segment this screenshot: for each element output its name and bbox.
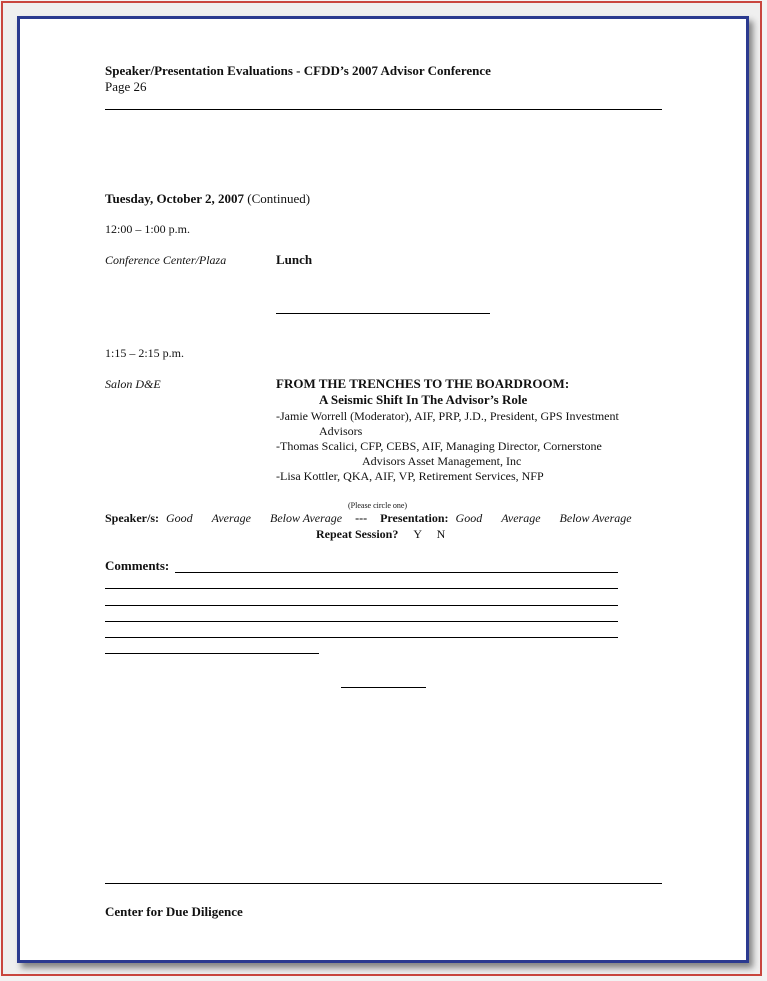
header-title: Speaker/Presentation Evaluations - CFDD’s 2007 Advisor Conference: [105, 63, 491, 78]
comments-line[interactable]: [105, 588, 618, 589]
session-subtitle: A Seismic Shift In The Advisor’s Role: [319, 392, 528, 407]
repeat-session-line: [316, 527, 445, 542]
speaker-line: -Thomas Scalici, CFP, CEBS, AIF, Managing Director, Cornerstone: [276, 439, 602, 453]
comments-line[interactable]: [175, 572, 618, 573]
presentation-option-below-average[interactable]: Below Average: [559, 511, 632, 525]
rating-line: [105, 511, 632, 526]
speaker-option-below-average[interactable]: Below Average: [270, 511, 343, 525]
speaker-line: Advisors Asset Management, Inc: [362, 454, 522, 468]
presentation-option-good[interactable]: Good: [455, 511, 483, 525]
section-divider: [341, 687, 426, 688]
comments-line[interactable]: [105, 605, 618, 606]
footer-org: Center for Due Diligence: [105, 904, 243, 919]
speaker-rating-label: Speaker/s:: [105, 511, 159, 525]
speaker-option-good[interactable]: Good: [166, 511, 193, 525]
comments-label: Comments:: [105, 558, 170, 573]
day-continued: (Continued): [247, 191, 311, 206]
footer-rule: [105, 883, 662, 884]
presentation-option-average[interactable]: Average: [501, 511, 541, 525]
session-location: Salon D&E: [105, 377, 161, 391]
day-date: Tuesday, October 2, 2007: [105, 191, 245, 206]
presentation-rating-label: Presentation:: [380, 511, 449, 525]
comments-line[interactable]: [105, 653, 319, 654]
repeat-option-yes[interactable]: Y: [413, 527, 422, 541]
session-time: 1:15 – 2:15 p.m.: [105, 346, 185, 360]
comments-line[interactable]: [105, 621, 618, 622]
document-page: [17, 16, 749, 963]
repeat-option-no[interactable]: N: [436, 527, 446, 541]
lunch-title: Lunch: [276, 252, 313, 267]
header-page-number: Page 26: [105, 79, 147, 94]
circle-note: (Please circle one): [348, 501, 408, 510]
repeat-session-label: Repeat Session?: [316, 527, 399, 541]
session-title: FROM THE TRENCHES TO THE BOARDROOM:: [276, 376, 570, 391]
speaker-line: -Lisa Kottler, QKA, AIF, VP, Retirement Services, NFP: [276, 469, 544, 483]
speaker-line: -Jamie Worrell (Moderator), AIF, PRP, J.D., President, GPS Investment: [276, 409, 619, 423]
speaker-option-average[interactable]: Average: [211, 511, 251, 525]
lunch-time: 12:00 – 1:00 p.m.: [105, 222, 191, 236]
day-heading: [105, 191, 310, 207]
lunch-divider: [276, 313, 490, 314]
lunch-location: Conference Center/Plaza: [105, 253, 227, 267]
comments-line[interactable]: [105, 637, 618, 638]
rating-separator: ---: [355, 511, 368, 525]
header-rule: [105, 109, 662, 110]
speaker-line: Advisors: [319, 424, 363, 438]
